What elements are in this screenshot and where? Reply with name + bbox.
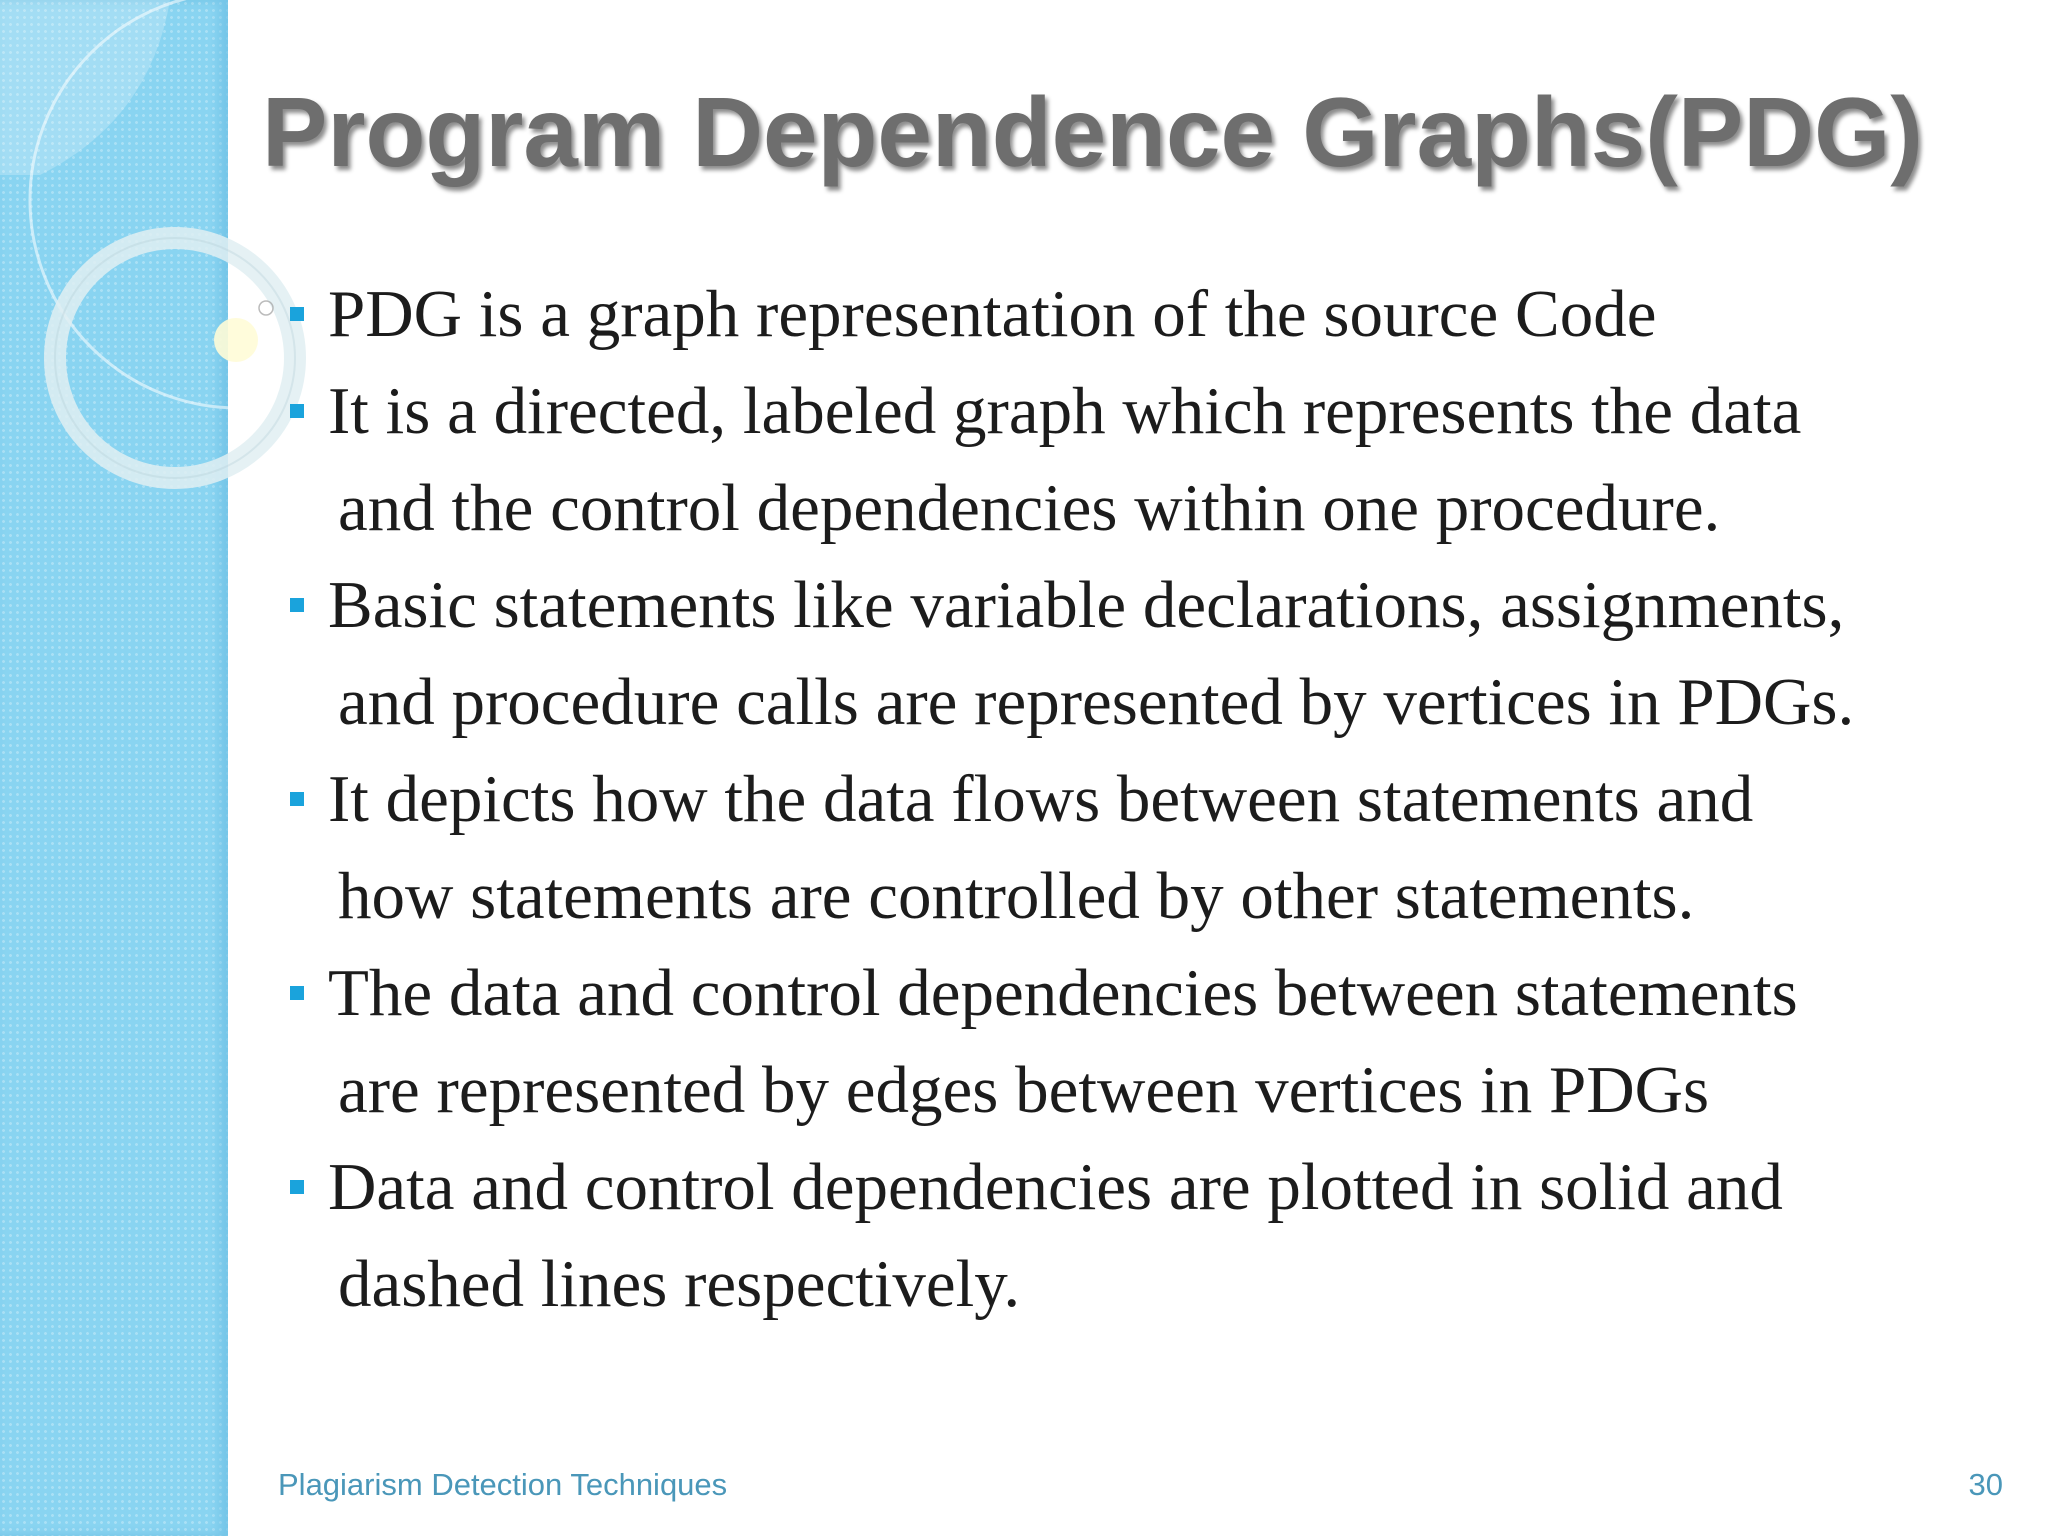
slide-title: Program Dependence Graphs(PDG) xyxy=(262,77,1923,187)
bullet-line: PDG is a graph representation of the source Code xyxy=(328,277,1657,351)
bullet-text xyxy=(328,945,2026,1139)
bullet-text xyxy=(328,1139,2026,1333)
bullet-line: are represented by edges between vertices in PDGs xyxy=(338,1053,1710,1127)
bullet-item xyxy=(286,945,2026,1139)
bullet-text xyxy=(328,751,2026,945)
square-bullet-icon xyxy=(290,986,304,1000)
bullet-text xyxy=(328,266,2026,363)
bullet-line: It depicts how the data flows between statements and xyxy=(328,762,1754,836)
bullet-item xyxy=(286,557,2026,751)
square-bullet-icon xyxy=(290,598,304,612)
square-bullet-icon xyxy=(290,1180,304,1194)
bullet-list xyxy=(286,266,2026,1333)
square-bullet-icon xyxy=(290,404,304,418)
bullet-line: and the control dependencies within one procedure. xyxy=(338,471,1721,545)
bullet-text xyxy=(328,363,2026,557)
square-bullet-icon xyxy=(290,307,304,321)
bullet-item xyxy=(286,1139,2026,1333)
footer-presentation-title: Plagiarism Detection Techniques xyxy=(278,1467,728,1502)
bullet-line: Basic statements like variable declarations, assignments, xyxy=(328,568,1845,642)
bullet-line: dashed lines respectively. xyxy=(338,1247,1021,1321)
bullet-line: and procedure calls are represented by vertices in PDGs. xyxy=(338,665,1855,739)
bullet-item xyxy=(286,266,2026,363)
bullet-line: Data and control dependencies are plotted in solid and xyxy=(328,1150,1783,1224)
bullet-line: The data and control dependencies between statements xyxy=(328,956,1798,1030)
bullet-item xyxy=(286,363,2026,557)
bullet-item xyxy=(286,751,2026,945)
bullet-text xyxy=(328,557,2026,751)
bullet-line: It is a directed, labeled graph which represents the data xyxy=(328,374,1802,448)
slide-number: 30 xyxy=(1968,1467,2003,1502)
square-bullet-icon xyxy=(290,792,304,806)
bullet-line: how statements are controlled by other statements. xyxy=(338,859,1695,933)
